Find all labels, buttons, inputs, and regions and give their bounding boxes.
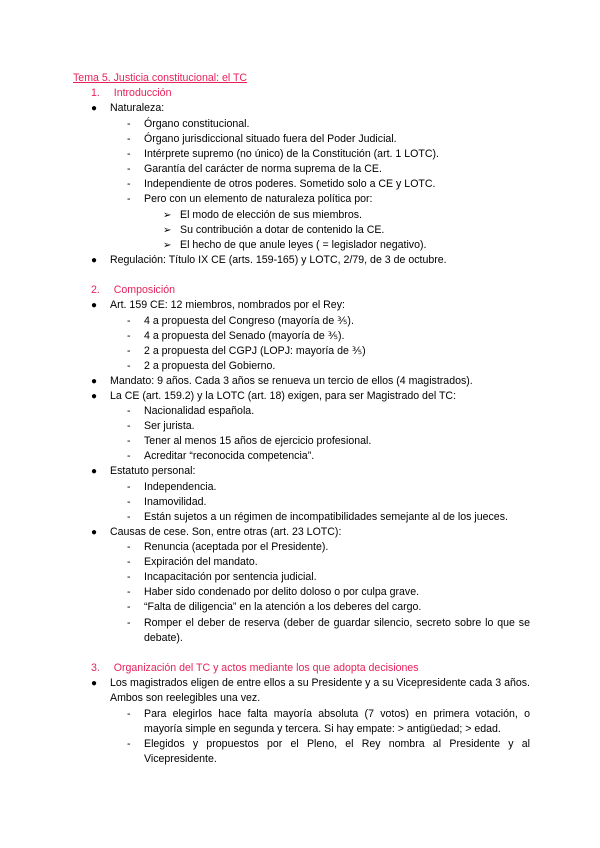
list-item: Estatuto personal: [110, 465, 196, 477]
sub-list-item: Independencia. [144, 481, 217, 493]
document-title: Tema 5. Justicia constitucional: el TC [73, 72, 248, 84]
dash-icon: - [127, 556, 131, 568]
dash-icon: - [127, 118, 131, 130]
dash-icon: - [127, 148, 131, 160]
bullet-icon: ● [91, 527, 98, 538]
sub-list-item: Garantía del carácter de norma suprema de la CE. [144, 163, 382, 175]
section-heading-introduccion [91, 86, 171, 101]
dash-icon: - [127, 511, 131, 523]
sub-list-item: 4 a propuesta del Senado (mayoría de ⅗). [144, 330, 345, 342]
arrow-icon: ➢ [163, 210, 172, 221]
sub-list-item: Órgano constitucional. [144, 118, 250, 130]
section-number: 1. [91, 87, 100, 99]
section-heading-composicion [91, 283, 175, 298]
dash-icon: - [127, 586, 131, 598]
sub-list-item: 2 a propuesta del Gobierno. [144, 360, 276, 372]
sub-list-item: Nacionalidad española. [144, 405, 255, 417]
list-item: Los magistrados eligen de entre ellos a su Presidente y a su Vicepresidente cada 3 años. Ambos son reelegibles una vez. [110, 677, 530, 705]
section-heading-text: Organización del TC y actos mediante los que adopta decisiones [113, 662, 419, 674]
bullet-icon: ● [91, 678, 98, 689]
sub-list-item: Pero con un elemento de naturaleza política por: [144, 193, 373, 205]
sub-list-item: Inamovilidad. [144, 496, 207, 508]
dash-icon: - [127, 481, 131, 493]
sub-list-item: 4 a propuesta del Congreso (mayoría de ⅗). [144, 315, 354, 327]
dash-icon: - [127, 435, 131, 447]
sub-list-item: Renuncia (aceptada por el Presidente). [144, 541, 329, 553]
section-heading-text: Introducción [113, 87, 172, 99]
list-item: Mandato: 9 años. Cada 3 años se renueva un tercio de ellos (4 magistrados). [110, 375, 473, 387]
sub-list-item: Tener al menos 15 años de ejercicio profesional. [144, 435, 372, 447]
dash-icon: - [127, 330, 131, 342]
list-item: Naturaleza: [110, 102, 165, 114]
section-number: 3. [91, 662, 100, 674]
bullet-icon: ● [91, 103, 98, 114]
dash-icon: - [127, 315, 131, 327]
dash-icon: - [127, 708, 131, 720]
dash-icon: - [127, 178, 131, 190]
bullet-icon: ● [91, 391, 98, 402]
arrow-list-item: Su contribución a dotar de contenido la CE. [180, 224, 385, 236]
dash-icon: - [127, 450, 131, 462]
arrow-list-item: El modo de elección de sus miembros. [180, 209, 362, 221]
section-number: 2. [91, 284, 100, 296]
sub-list-item: Ser jurista. [144, 420, 195, 432]
sub-list-item: Expiración del mandato. [144, 556, 258, 568]
bullet-icon: ● [91, 466, 98, 477]
list-item: Art. 159 CE: 12 miembros, nombrados por el Rey: [110, 299, 345, 311]
bullet-icon: ● [91, 376, 98, 387]
bullet-icon: ● [91, 300, 98, 311]
dash-icon: - [127, 405, 131, 417]
sub-list-item: Haber sido condenado por delito doloso o por culpa grave. [144, 586, 420, 598]
dash-icon: - [127, 617, 131, 629]
sub-list-item: Intérprete supremo (no único) de la Constitución (art. 1 LOTC). [144, 148, 439, 160]
sub-list-item: Incapacitación por sentencia judicial. [144, 571, 317, 583]
sub-list-item: Romper el deber de reserva (deber de guardar silencio, secreto sobre lo que se debate). [144, 617, 530, 645]
sub-list-item: Para elegirlos hace falta mayoría absoluta (7 votos) en primera votación, o mayoría simple en segunda y tercera. Si hay empate: > antigüedad; > edad. [144, 708, 530, 736]
dash-icon: - [127, 420, 131, 432]
list-item: Regulación: Título IX CE (arts. 159-165) y LOTC, 2/79, de 3 de octubre. [110, 254, 447, 266]
sub-list-item: 2 a propuesta del CGPJ (LOPJ: mayoría de ⅗) [144, 345, 366, 357]
list-item: La CE (art. 159.2) y la LOTC (art. 18) exigen, para ser Magistrado del TC: [110, 390, 457, 402]
sub-list-item: Órgano jurisdiccional situado fuera del Poder Judicial. [144, 133, 397, 145]
sub-list-item: Acreditar “reconocida competencia”. [144, 450, 315, 462]
arrow-list-item: El hecho de que anule leyes ( = legislador negativo). [180, 239, 427, 251]
section-heading-text: Composición [113, 284, 175, 296]
sub-list-item: “Falta de diligencia” en la atención a los deberes del cargo. [144, 601, 422, 613]
bullet-icon: ● [91, 255, 98, 266]
dash-icon: - [127, 163, 131, 175]
sub-list-item: Elegidos y propuestos por el Pleno, el Rey nombra al Presidente y al Vicepresidente. [144, 738, 530, 766]
sub-list-item: Están sujetos a un régimen de incompatibilidades semejante al de los jueces. [144, 511, 508, 523]
list-item: Causas de cese. Son, entre otras (art. 23 LOTC): [110, 526, 342, 538]
dash-icon: - [127, 571, 131, 583]
dash-icon: - [127, 738, 131, 750]
dash-icon: - [127, 541, 131, 553]
dash-icon: - [127, 193, 131, 205]
dash-icon: - [127, 496, 131, 508]
arrow-icon: ➢ [163, 240, 172, 251]
section-heading-organizacion [91, 661, 419, 676]
dash-icon: - [127, 345, 131, 357]
dash-icon: - [127, 601, 131, 613]
arrow-icon: ➢ [163, 225, 172, 236]
dash-icon: - [127, 360, 131, 372]
dash-icon: - [127, 133, 131, 145]
sub-list-item: Independiente de otros poderes. Sometido solo a CE y LOTC. [144, 178, 436, 190]
